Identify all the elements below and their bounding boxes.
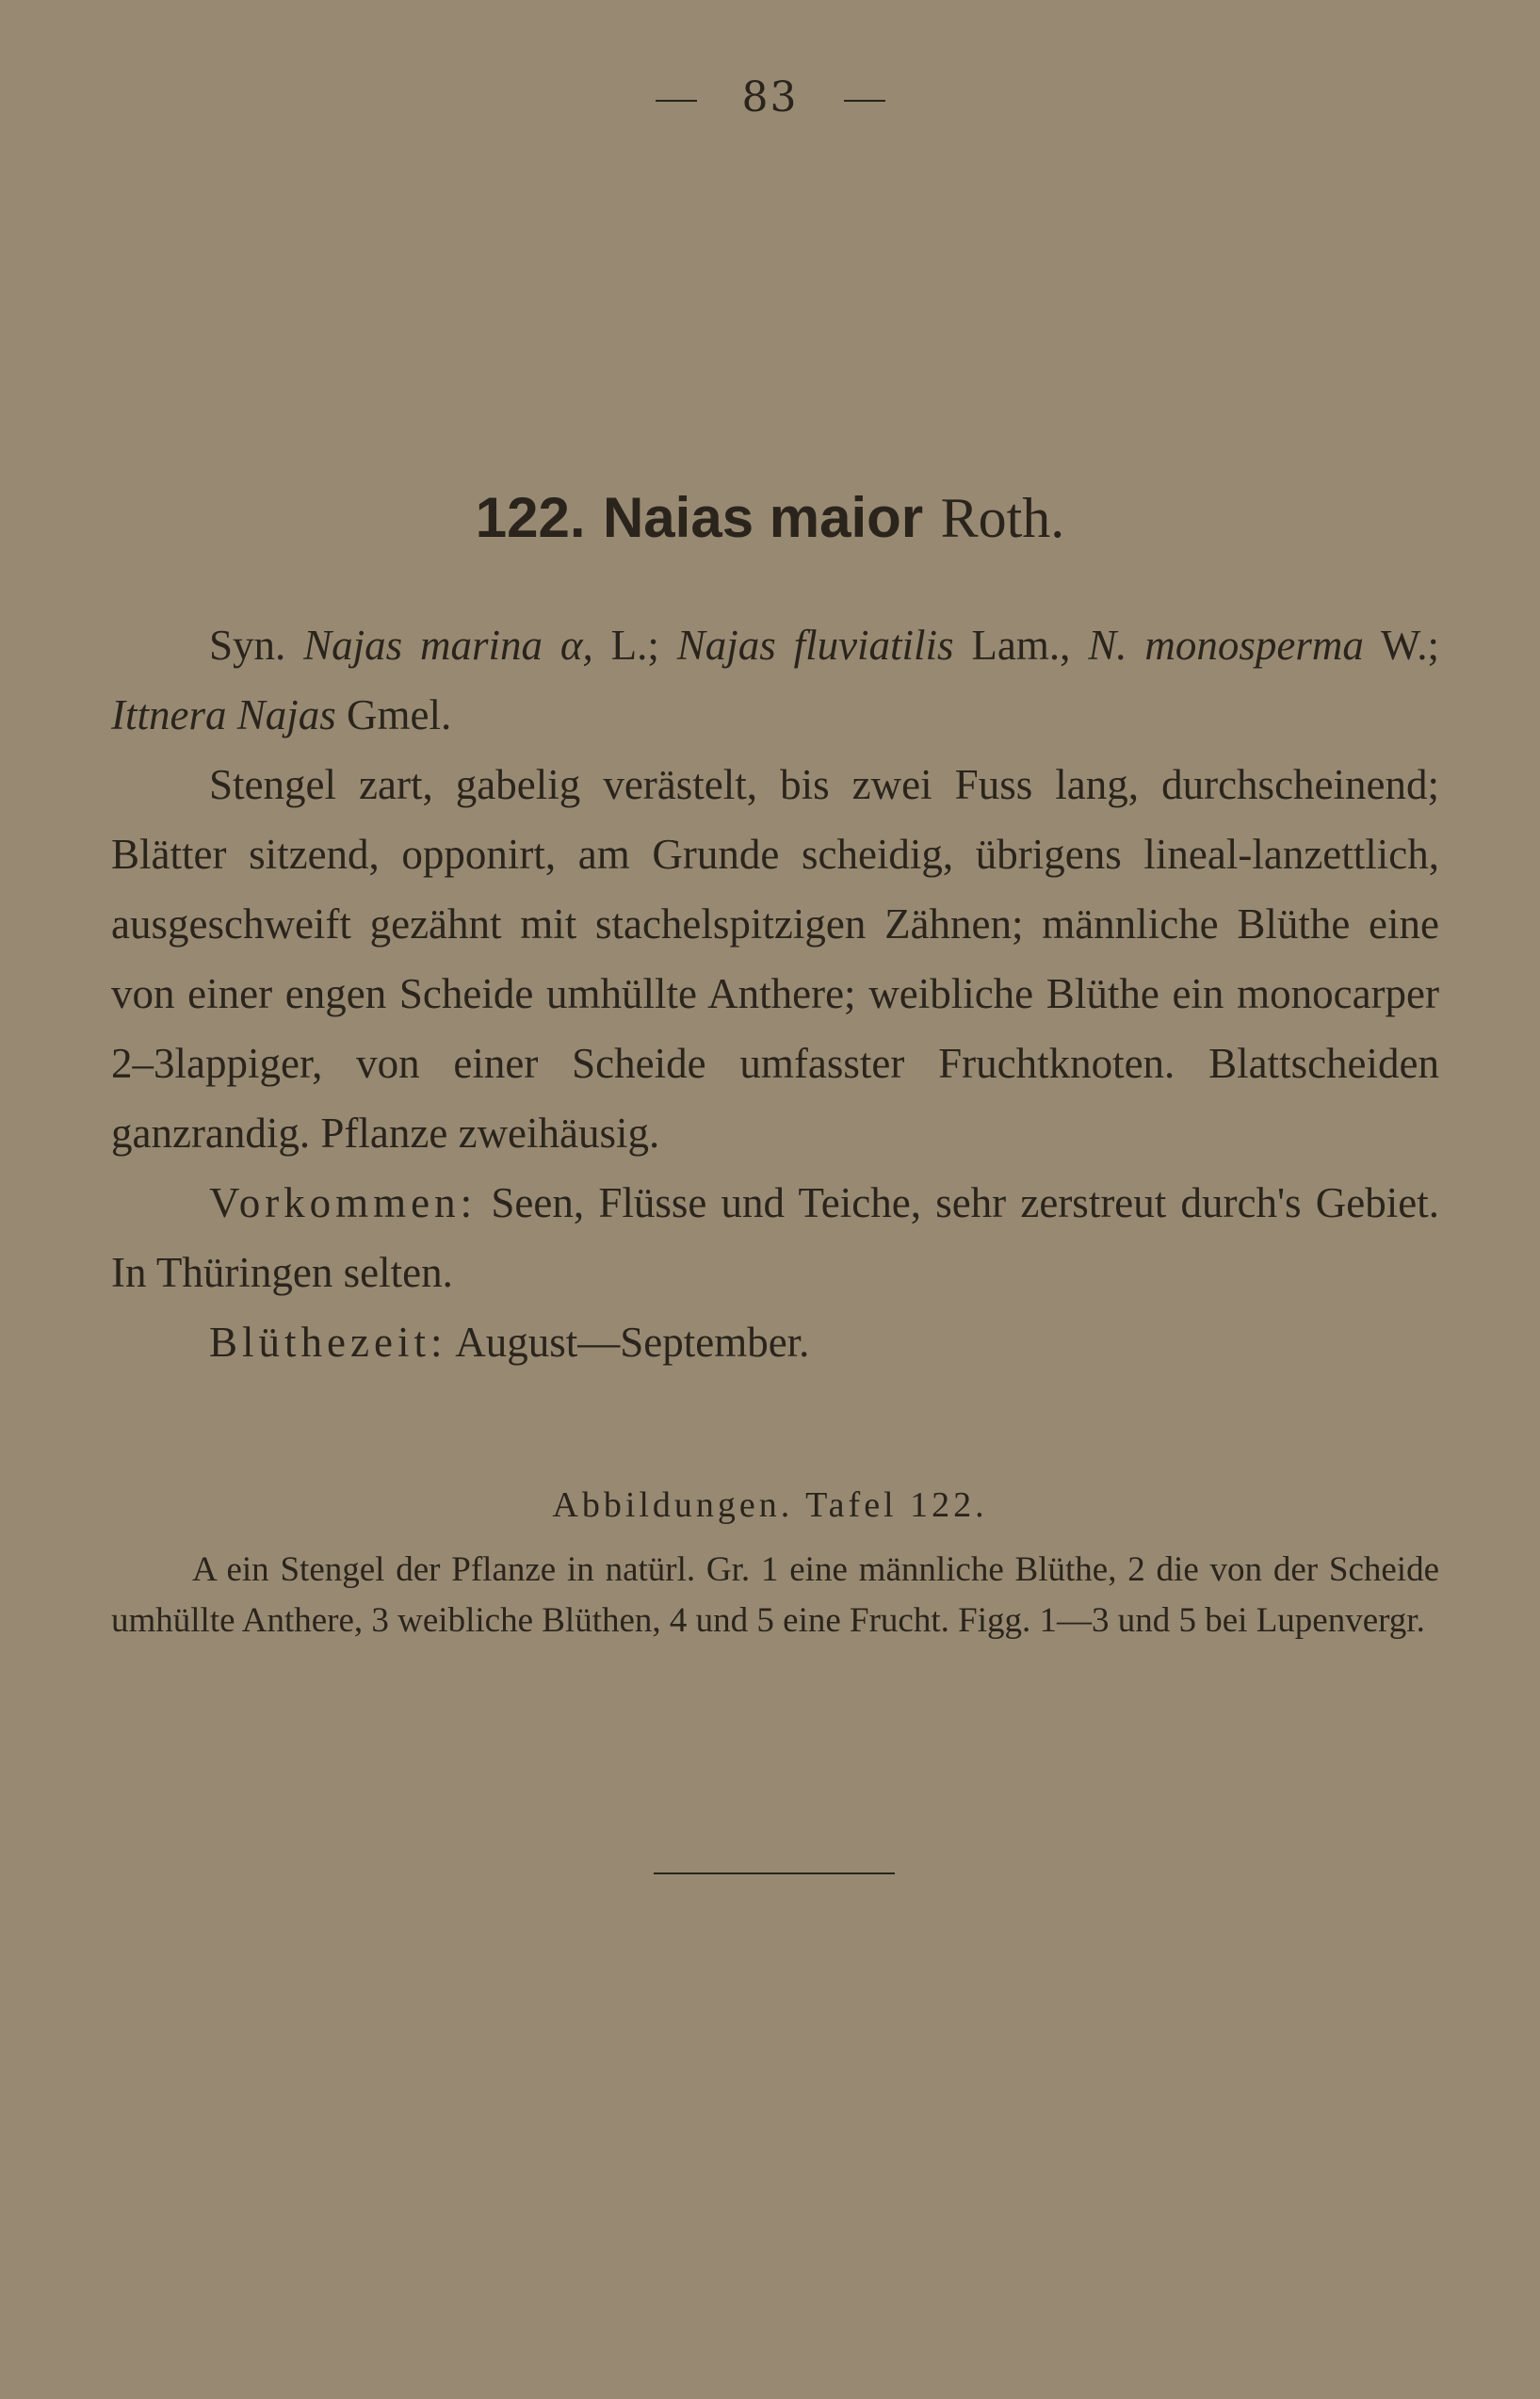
synonym-3-author: W.; [1363, 622, 1439, 669]
synonym-2-author: Lam., [953, 622, 1089, 669]
page-number-dash-left [656, 100, 697, 102]
flowering-label: Blüthezeit: [209, 1319, 447, 1366]
entry-author: Roth. [940, 487, 1065, 549]
figures-heading: Abbildungen. Tafel 122. [552, 1485, 988, 1525]
entry-title [0, 485, 1540, 551]
entry-number: 122. [475, 486, 586, 549]
flowering-text: August—September. [446, 1319, 810, 1366]
occurrence-text: Seen, Flüsse und Teiche, sehr zerstreut durch's Gebiet. In Thüringen selten. [111, 1179, 1439, 1296]
flowering-paragraph [111, 1307, 1439, 1377]
synonym-1-name: Najas marina α, [303, 622, 593, 669]
synonym-3-name: N. monosperma [1088, 622, 1364, 669]
page-number-dash-right [844, 100, 885, 102]
synonym-1-author: L.; [592, 622, 677, 669]
end-rule [654, 1872, 895, 1874]
synonym-2-name: Najas fluviatilis [676, 622, 954, 669]
occurrence-label: Vorkommen: [209, 1179, 478, 1226]
synonyms-label: Syn. [209, 622, 286, 669]
synonyms-paragraph [111, 610, 1439, 750]
occurrence-paragraph [111, 1168, 1439, 1307]
entry-body [111, 610, 1439, 1377]
page-number-value: 83 [741, 73, 799, 122]
description-paragraph: Stengel zart, gabelig verästelt, bis zwei Fuss lang, durchscheinend; Blätter sitzend, opponirt, am Grunde scheidig, übrigens lineal-lanzettlich, ausgeschweift gezähnt mit stachelspitzigen Zähnen; männliche Blüthe eine von einer engen Scheide umhüllte Anthere; weibliche Blüthe ein monocarper 2–3lappiger, von einer Scheide umfasster Fruchtknoten. Blattscheiden ganzrandig. Pflanze zweihäusig. [111, 761, 1439, 1157]
entry-species: Naias maior [602, 486, 924, 549]
synonym-4-name: Ittnera Najas [111, 691, 336, 738]
page-number [0, 73, 1540, 122]
figures-caption: A ein Stengel der Pflanze in natürl. Gr. 1 eine männliche Blüthe, 2 die von der Scheide umhüllte Anthere, 3 weibliche Blüthen, 4 und 5 eine Frucht. Figg. 1—3 und 5 bei Lupenvergr. [111, 1550, 1439, 1640]
synonym-4-author: Gmel. [335, 691, 452, 738]
